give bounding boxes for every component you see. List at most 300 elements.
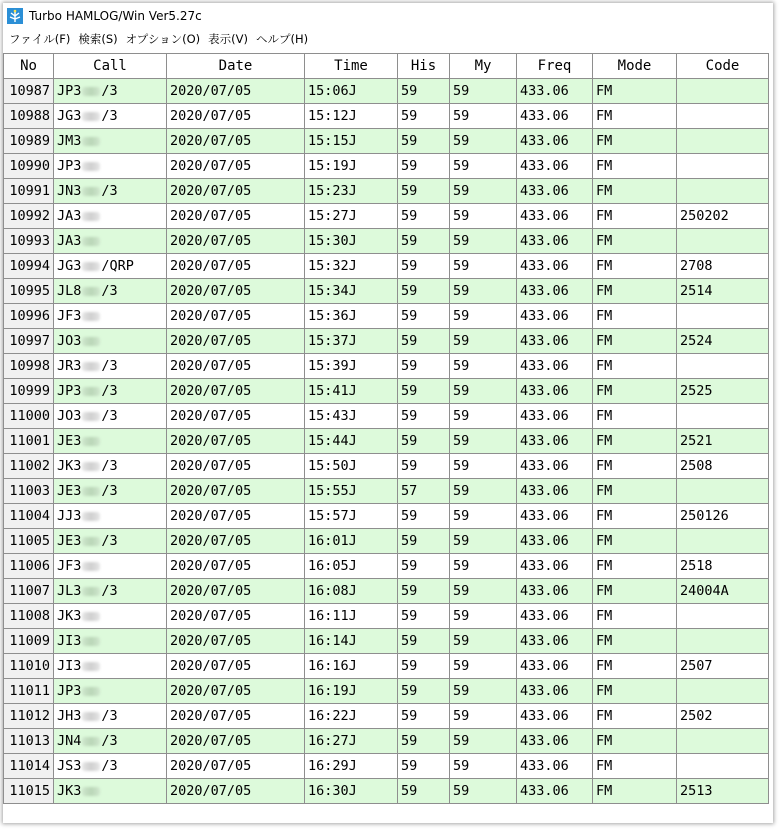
table-row[interactable] bbox=[4, 479, 769, 504]
table-row[interactable] bbox=[4, 729, 769, 754]
my-cell[interactable]: 59 bbox=[450, 79, 517, 104]
freq-cell[interactable]: 433.06 bbox=[517, 529, 593, 554]
callsign-cell[interactable] bbox=[54, 429, 167, 454]
mode-cell[interactable]: FM bbox=[593, 504, 677, 529]
row-number-cell[interactable]: 11002 bbox=[4, 454, 54, 479]
header-his[interactable]: His bbox=[398, 54, 450, 79]
time-cell[interactable]: 15:27J bbox=[305, 204, 398, 229]
date-cell[interactable]: 2020/07/05 bbox=[167, 479, 305, 504]
date-cell[interactable]: 2020/07/05 bbox=[167, 354, 305, 379]
menu-view[interactable]: 表示(V) bbox=[208, 32, 248, 46]
menu-search[interactable]: 検索(S) bbox=[78, 32, 118, 46]
callsign-cell[interactable] bbox=[54, 329, 167, 354]
freq-cell[interactable]: 433.06 bbox=[517, 504, 593, 529]
mode-cell[interactable]: FM bbox=[593, 254, 677, 279]
callsign-cell[interactable] bbox=[54, 654, 167, 679]
his-cell[interactable]: 59 bbox=[398, 104, 450, 129]
time-cell[interactable]: 16:16J bbox=[305, 654, 398, 679]
callsign-cell[interactable] bbox=[54, 779, 167, 804]
his-cell[interactable]: 59 bbox=[398, 604, 450, 629]
my-cell[interactable]: 59 bbox=[450, 704, 517, 729]
row-number-cell[interactable]: 10994 bbox=[4, 254, 54, 279]
code-cell[interactable] bbox=[677, 479, 769, 504]
code-cell[interactable] bbox=[677, 679, 769, 704]
row-number-cell[interactable]: 11010 bbox=[4, 654, 54, 679]
menu-file[interactable]: ファイル(F) bbox=[9, 32, 71, 46]
time-cell[interactable]: 15:50J bbox=[305, 454, 398, 479]
time-cell[interactable]: 15:15J bbox=[305, 129, 398, 154]
his-cell[interactable]: 59 bbox=[398, 329, 450, 354]
my-cell[interactable]: 59 bbox=[450, 429, 517, 454]
row-number-cell[interactable]: 10998 bbox=[4, 354, 54, 379]
row-number-cell[interactable]: 10992 bbox=[4, 204, 54, 229]
date-cell[interactable]: 2020/07/05 bbox=[167, 529, 305, 554]
my-cell[interactable]: 59 bbox=[450, 379, 517, 404]
date-cell[interactable]: 2020/07/05 bbox=[167, 329, 305, 354]
mode-cell[interactable]: FM bbox=[593, 454, 677, 479]
log-grid-container[interactable] bbox=[3, 53, 769, 804]
freq-cell[interactable]: 433.06 bbox=[517, 454, 593, 479]
mode-cell[interactable]: FM bbox=[593, 604, 677, 629]
freq-cell[interactable]: 433.06 bbox=[517, 579, 593, 604]
code-cell[interactable] bbox=[677, 129, 769, 154]
callsign-cell[interactable] bbox=[54, 279, 167, 304]
date-cell[interactable]: 2020/07/05 bbox=[167, 654, 305, 679]
my-cell[interactable]: 59 bbox=[450, 154, 517, 179]
code-cell[interactable]: 24004A bbox=[677, 579, 769, 604]
header-date[interactable]: Date bbox=[167, 54, 305, 79]
mode-cell[interactable]: FM bbox=[593, 204, 677, 229]
callsign-cell[interactable] bbox=[54, 354, 167, 379]
freq-cell[interactable]: 433.06 bbox=[517, 679, 593, 704]
table-row[interactable] bbox=[4, 304, 769, 329]
code-cell[interactable] bbox=[677, 754, 769, 779]
mode-cell[interactable]: FM bbox=[593, 304, 677, 329]
time-cell[interactable]: 15:12J bbox=[305, 104, 398, 129]
his-cell[interactable]: 59 bbox=[398, 629, 450, 654]
my-cell[interactable]: 59 bbox=[450, 754, 517, 779]
table-row[interactable] bbox=[4, 454, 769, 479]
row-number-cell[interactable]: 11014 bbox=[4, 754, 54, 779]
code-cell[interactable] bbox=[677, 304, 769, 329]
code-cell[interactable]: 2525 bbox=[677, 379, 769, 404]
code-cell[interactable]: 2507 bbox=[677, 654, 769, 679]
my-cell[interactable]: 59 bbox=[450, 729, 517, 754]
date-cell[interactable]: 2020/07/05 bbox=[167, 104, 305, 129]
antenna-app-icon[interactable] bbox=[7, 8, 23, 24]
his-cell[interactable]: 59 bbox=[398, 154, 450, 179]
time-cell[interactable]: 16:30J bbox=[305, 779, 398, 804]
date-cell[interactable]: 2020/07/05 bbox=[167, 754, 305, 779]
table-row[interactable] bbox=[4, 679, 769, 704]
date-cell[interactable]: 2020/07/05 bbox=[167, 129, 305, 154]
callsign-cell[interactable] bbox=[54, 729, 167, 754]
table-row[interactable] bbox=[4, 229, 769, 254]
header-freq[interactable]: Freq bbox=[517, 54, 593, 79]
mode-cell[interactable]: FM bbox=[593, 329, 677, 354]
callsign-cell[interactable] bbox=[54, 304, 167, 329]
code-cell[interactable] bbox=[677, 179, 769, 204]
my-cell[interactable]: 59 bbox=[450, 479, 517, 504]
mode-cell[interactable]: FM bbox=[593, 154, 677, 179]
table-row[interactable] bbox=[4, 504, 769, 529]
freq-cell[interactable]: 433.06 bbox=[517, 404, 593, 429]
callsign-cell[interactable] bbox=[54, 79, 167, 104]
callsign-cell[interactable] bbox=[54, 629, 167, 654]
date-cell[interactable]: 2020/07/05 bbox=[167, 679, 305, 704]
row-number-cell[interactable]: 11005 bbox=[4, 529, 54, 554]
table-row[interactable] bbox=[4, 554, 769, 579]
date-cell[interactable]: 2020/07/05 bbox=[167, 629, 305, 654]
row-number-cell[interactable]: 10993 bbox=[4, 229, 54, 254]
his-cell[interactable]: 59 bbox=[398, 379, 450, 404]
date-cell[interactable]: 2020/07/05 bbox=[167, 404, 305, 429]
table-row[interactable] bbox=[4, 204, 769, 229]
freq-cell[interactable]: 433.06 bbox=[517, 254, 593, 279]
table-row[interactable] bbox=[4, 579, 769, 604]
his-cell[interactable]: 59 bbox=[398, 279, 450, 304]
code-cell[interactable]: 2508 bbox=[677, 454, 769, 479]
freq-cell[interactable]: 433.06 bbox=[517, 754, 593, 779]
date-cell[interactable]: 2020/07/05 bbox=[167, 429, 305, 454]
code-cell[interactable] bbox=[677, 229, 769, 254]
my-cell[interactable]: 59 bbox=[450, 654, 517, 679]
row-number-cell[interactable]: 11000 bbox=[4, 404, 54, 429]
table-row[interactable] bbox=[4, 79, 769, 104]
row-number-cell[interactable]: 10987 bbox=[4, 79, 54, 104]
his-cell[interactable]: 59 bbox=[398, 779, 450, 804]
freq-cell[interactable]: 433.06 bbox=[517, 279, 593, 304]
callsign-cell[interactable] bbox=[54, 504, 167, 529]
mode-cell[interactable]: FM bbox=[593, 479, 677, 504]
his-cell[interactable]: 59 bbox=[398, 304, 450, 329]
header-call[interactable]: Call bbox=[54, 54, 167, 79]
his-cell[interactable]: 59 bbox=[398, 554, 450, 579]
my-cell[interactable]: 59 bbox=[450, 679, 517, 704]
his-cell[interactable]: 59 bbox=[398, 204, 450, 229]
table-row[interactable] bbox=[4, 629, 769, 654]
table-row[interactable] bbox=[4, 604, 769, 629]
his-cell[interactable]: 57 bbox=[398, 479, 450, 504]
callsign-cell[interactable] bbox=[54, 129, 167, 154]
mode-cell[interactable]: FM bbox=[593, 754, 677, 779]
callsign-cell[interactable] bbox=[54, 404, 167, 429]
row-number-cell[interactable]: 11003 bbox=[4, 479, 54, 504]
code-cell[interactable] bbox=[677, 154, 769, 179]
my-cell[interactable]: 59 bbox=[450, 579, 517, 604]
code-cell[interactable] bbox=[677, 354, 769, 379]
date-cell[interactable]: 2020/07/05 bbox=[167, 704, 305, 729]
freq-cell[interactable]: 433.06 bbox=[517, 654, 593, 679]
code-cell[interactable] bbox=[677, 729, 769, 754]
freq-cell[interactable]: 433.06 bbox=[517, 104, 593, 129]
row-number-cell[interactable]: 11011 bbox=[4, 679, 54, 704]
code-cell[interactable]: 2502 bbox=[677, 704, 769, 729]
my-cell[interactable]: 59 bbox=[450, 179, 517, 204]
time-cell[interactable]: 16:29J bbox=[305, 754, 398, 779]
mode-cell[interactable]: FM bbox=[593, 654, 677, 679]
freq-cell[interactable]: 433.06 bbox=[517, 79, 593, 104]
code-cell[interactable]: 2521 bbox=[677, 429, 769, 454]
his-cell[interactable]: 59 bbox=[398, 429, 450, 454]
mode-cell[interactable]: FM bbox=[593, 629, 677, 654]
time-cell[interactable]: 15:41J bbox=[305, 379, 398, 404]
time-cell[interactable]: 16:01J bbox=[305, 529, 398, 554]
header-code[interactable]: Code bbox=[677, 54, 769, 79]
callsign-cell[interactable] bbox=[54, 229, 167, 254]
date-cell[interactable]: 2020/07/05 bbox=[167, 154, 305, 179]
my-cell[interactable]: 59 bbox=[450, 129, 517, 154]
freq-cell[interactable]: 433.06 bbox=[517, 204, 593, 229]
freq-cell[interactable]: 433.06 bbox=[517, 429, 593, 454]
callsign-cell[interactable] bbox=[54, 179, 167, 204]
mode-cell[interactable]: FM bbox=[593, 779, 677, 804]
header-my[interactable]: My bbox=[450, 54, 517, 79]
table-row[interactable] bbox=[4, 529, 769, 554]
qso-log-table[interactable] bbox=[3, 53, 769, 804]
time-cell[interactable]: 16:27J bbox=[305, 729, 398, 754]
row-number-cell[interactable]: 11013 bbox=[4, 729, 54, 754]
callsign-cell[interactable] bbox=[54, 529, 167, 554]
his-cell[interactable]: 59 bbox=[398, 704, 450, 729]
freq-cell[interactable]: 433.06 bbox=[517, 729, 593, 754]
table-row[interactable] bbox=[4, 179, 769, 204]
my-cell[interactable]: 59 bbox=[450, 104, 517, 129]
freq-cell[interactable]: 433.06 bbox=[517, 229, 593, 254]
table-row[interactable] bbox=[4, 354, 769, 379]
time-cell[interactable]: 16:19J bbox=[305, 679, 398, 704]
row-number-cell[interactable]: 11001 bbox=[4, 429, 54, 454]
time-cell[interactable]: 15:55J bbox=[305, 479, 398, 504]
his-cell[interactable]: 59 bbox=[398, 254, 450, 279]
my-cell[interactable]: 59 bbox=[450, 329, 517, 354]
date-cell[interactable]: 2020/07/05 bbox=[167, 279, 305, 304]
code-cell[interactable]: 2708 bbox=[677, 254, 769, 279]
callsign-cell[interactable] bbox=[54, 154, 167, 179]
callsign-cell[interactable] bbox=[54, 754, 167, 779]
menu-options[interactable]: オプション(O) bbox=[125, 32, 201, 46]
callsign-cell[interactable] bbox=[54, 604, 167, 629]
time-cell[interactable]: 16:08J bbox=[305, 579, 398, 604]
freq-cell[interactable]: 433.06 bbox=[517, 779, 593, 804]
code-cell[interactable] bbox=[677, 529, 769, 554]
callsign-cell[interactable] bbox=[54, 254, 167, 279]
time-cell[interactable]: 15:30J bbox=[305, 229, 398, 254]
mode-cell[interactable]: FM bbox=[593, 79, 677, 104]
table-row[interactable] bbox=[4, 129, 769, 154]
freq-cell[interactable]: 433.06 bbox=[517, 554, 593, 579]
his-cell[interactable]: 59 bbox=[398, 179, 450, 204]
time-cell[interactable]: 16:05J bbox=[305, 554, 398, 579]
his-cell[interactable]: 59 bbox=[398, 404, 450, 429]
date-cell[interactable]: 2020/07/05 bbox=[167, 729, 305, 754]
table-row[interactable] bbox=[4, 379, 769, 404]
my-cell[interactable]: 59 bbox=[450, 504, 517, 529]
date-cell[interactable]: 2020/07/05 bbox=[167, 254, 305, 279]
his-cell[interactable]: 59 bbox=[398, 729, 450, 754]
row-number-cell[interactable]: 10997 bbox=[4, 329, 54, 354]
mode-cell[interactable]: FM bbox=[593, 179, 677, 204]
time-cell[interactable]: 16:11J bbox=[305, 604, 398, 629]
date-cell[interactable]: 2020/07/05 bbox=[167, 229, 305, 254]
his-cell[interactable]: 59 bbox=[398, 504, 450, 529]
menu-help[interactable]: ヘルプ(H) bbox=[255, 32, 309, 46]
callsign-cell[interactable] bbox=[54, 104, 167, 129]
my-cell[interactable]: 59 bbox=[450, 354, 517, 379]
my-cell[interactable]: 59 bbox=[450, 404, 517, 429]
date-cell[interactable]: 2020/07/05 bbox=[167, 454, 305, 479]
header-time[interactable]: Time bbox=[305, 54, 398, 79]
time-cell[interactable]: 15:37J bbox=[305, 329, 398, 354]
table-row[interactable] bbox=[4, 154, 769, 179]
freq-cell[interactable]: 433.06 bbox=[517, 179, 593, 204]
callsign-cell[interactable] bbox=[54, 579, 167, 604]
code-cell[interactable]: 250202 bbox=[677, 204, 769, 229]
time-cell[interactable]: 15:36J bbox=[305, 304, 398, 329]
his-cell[interactable]: 59 bbox=[398, 754, 450, 779]
time-cell[interactable]: 15:19J bbox=[305, 154, 398, 179]
my-cell[interactable]: 59 bbox=[450, 229, 517, 254]
mode-cell[interactable]: FM bbox=[593, 379, 677, 404]
callsign-cell[interactable] bbox=[54, 479, 167, 504]
code-cell[interactable]: 2518 bbox=[677, 554, 769, 579]
header-no[interactable]: No bbox=[4, 54, 54, 79]
freq-cell[interactable]: 433.06 bbox=[517, 304, 593, 329]
date-cell[interactable]: 2020/07/05 bbox=[167, 304, 305, 329]
time-cell[interactable]: 15:57J bbox=[305, 504, 398, 529]
my-cell[interactable]: 59 bbox=[450, 304, 517, 329]
row-number-cell[interactable]: 11008 bbox=[4, 604, 54, 629]
his-cell[interactable]: 59 bbox=[398, 654, 450, 679]
date-cell[interactable]: 2020/07/05 bbox=[167, 579, 305, 604]
code-cell[interactable] bbox=[677, 604, 769, 629]
mode-cell[interactable]: FM bbox=[593, 104, 677, 129]
row-number-cell[interactable]: 10990 bbox=[4, 154, 54, 179]
table-row[interactable] bbox=[4, 104, 769, 129]
time-cell[interactable]: 15:43J bbox=[305, 404, 398, 429]
callsign-cell[interactable] bbox=[54, 379, 167, 404]
his-cell[interactable]: 59 bbox=[398, 354, 450, 379]
mode-cell[interactable]: FM bbox=[593, 529, 677, 554]
date-cell[interactable]: 2020/07/05 bbox=[167, 604, 305, 629]
table-row[interactable] bbox=[4, 654, 769, 679]
code-cell[interactable]: 2524 bbox=[677, 329, 769, 354]
row-number-cell[interactable]: 11006 bbox=[4, 554, 54, 579]
date-cell[interactable]: 2020/07/05 bbox=[167, 179, 305, 204]
freq-cell[interactable]: 433.06 bbox=[517, 154, 593, 179]
my-cell[interactable]: 59 bbox=[450, 604, 517, 629]
table-row[interactable] bbox=[4, 279, 769, 304]
date-cell[interactable]: 2020/07/05 bbox=[167, 204, 305, 229]
mode-cell[interactable]: FM bbox=[593, 729, 677, 754]
header-mode[interactable]: Mode bbox=[593, 54, 677, 79]
date-cell[interactable]: 2020/07/05 bbox=[167, 79, 305, 104]
row-number-cell[interactable]: 10995 bbox=[4, 279, 54, 304]
row-number-cell[interactable]: 10999 bbox=[4, 379, 54, 404]
my-cell[interactable]: 59 bbox=[450, 204, 517, 229]
code-cell[interactable] bbox=[677, 104, 769, 129]
time-cell[interactable]: 15:44J bbox=[305, 429, 398, 454]
row-number-cell[interactable]: 10991 bbox=[4, 179, 54, 204]
my-cell[interactable]: 59 bbox=[450, 779, 517, 804]
date-cell[interactable]: 2020/07/05 bbox=[167, 779, 305, 804]
row-number-cell[interactable]: 10989 bbox=[4, 129, 54, 154]
freq-cell[interactable]: 433.06 bbox=[517, 629, 593, 654]
freq-cell[interactable]: 433.06 bbox=[517, 479, 593, 504]
callsign-cell[interactable] bbox=[54, 704, 167, 729]
code-cell[interactable] bbox=[677, 79, 769, 104]
row-number-cell[interactable]: 10988 bbox=[4, 104, 54, 129]
time-cell[interactable]: 15:34J bbox=[305, 279, 398, 304]
freq-cell[interactable]: 433.06 bbox=[517, 379, 593, 404]
time-cell[interactable]: 15:32J bbox=[305, 254, 398, 279]
date-cell[interactable]: 2020/07/05 bbox=[167, 554, 305, 579]
callsign-cell[interactable] bbox=[54, 204, 167, 229]
time-cell[interactable]: 16:22J bbox=[305, 704, 398, 729]
row-number-cell[interactable]: 11015 bbox=[4, 779, 54, 804]
freq-cell[interactable]: 433.06 bbox=[517, 604, 593, 629]
row-number-cell[interactable]: 11004 bbox=[4, 504, 54, 529]
freq-cell[interactable]: 433.06 bbox=[517, 329, 593, 354]
time-cell[interactable]: 15:23J bbox=[305, 179, 398, 204]
table-row[interactable] bbox=[4, 329, 769, 354]
his-cell[interactable]: 59 bbox=[398, 529, 450, 554]
his-cell[interactable]: 59 bbox=[398, 129, 450, 154]
my-cell[interactable]: 59 bbox=[450, 279, 517, 304]
table-row[interactable] bbox=[4, 254, 769, 279]
row-number-cell[interactable]: 10996 bbox=[4, 304, 54, 329]
row-number-cell[interactable]: 11012 bbox=[4, 704, 54, 729]
code-cell[interactable] bbox=[677, 629, 769, 654]
my-cell[interactable]: 59 bbox=[450, 254, 517, 279]
his-cell[interactable]: 59 bbox=[398, 454, 450, 479]
table-row[interactable] bbox=[4, 779, 769, 804]
table-row[interactable] bbox=[4, 404, 769, 429]
row-number-cell[interactable]: 11009 bbox=[4, 629, 54, 654]
mode-cell[interactable]: FM bbox=[593, 129, 677, 154]
freq-cell[interactable]: 433.06 bbox=[517, 354, 593, 379]
my-cell[interactable]: 59 bbox=[450, 454, 517, 479]
my-cell[interactable]: 59 bbox=[450, 554, 517, 579]
code-cell[interactable]: 2514 bbox=[677, 279, 769, 304]
mode-cell[interactable]: FM bbox=[593, 354, 677, 379]
date-cell[interactable]: 2020/07/05 bbox=[167, 379, 305, 404]
callsign-cell[interactable] bbox=[54, 554, 167, 579]
his-cell[interactable]: 59 bbox=[398, 229, 450, 254]
table-row[interactable] bbox=[4, 754, 769, 779]
code-cell[interactable] bbox=[677, 404, 769, 429]
mode-cell[interactable]: FM bbox=[593, 429, 677, 454]
callsign-cell[interactable] bbox=[54, 454, 167, 479]
mode-cell[interactable]: FM bbox=[593, 579, 677, 604]
callsign-cell[interactable] bbox=[54, 679, 167, 704]
code-cell[interactable]: 2513 bbox=[677, 779, 769, 804]
his-cell[interactable]: 59 bbox=[398, 579, 450, 604]
time-cell[interactable]: 15:39J bbox=[305, 354, 398, 379]
table-row[interactable] bbox=[4, 704, 769, 729]
date-cell[interactable]: 2020/07/05 bbox=[167, 504, 305, 529]
freq-cell[interactable]: 433.06 bbox=[517, 704, 593, 729]
mode-cell[interactable]: FM bbox=[593, 679, 677, 704]
his-cell[interactable]: 59 bbox=[398, 79, 450, 104]
code-cell[interactable]: 250126 bbox=[677, 504, 769, 529]
mode-cell[interactable]: FM bbox=[593, 554, 677, 579]
mode-cell[interactable]: FM bbox=[593, 404, 677, 429]
my-cell[interactable]: 59 bbox=[450, 529, 517, 554]
time-cell[interactable]: 16:14J bbox=[305, 629, 398, 654]
mode-cell[interactable]: FM bbox=[593, 229, 677, 254]
freq-cell[interactable]: 433.06 bbox=[517, 129, 593, 154]
